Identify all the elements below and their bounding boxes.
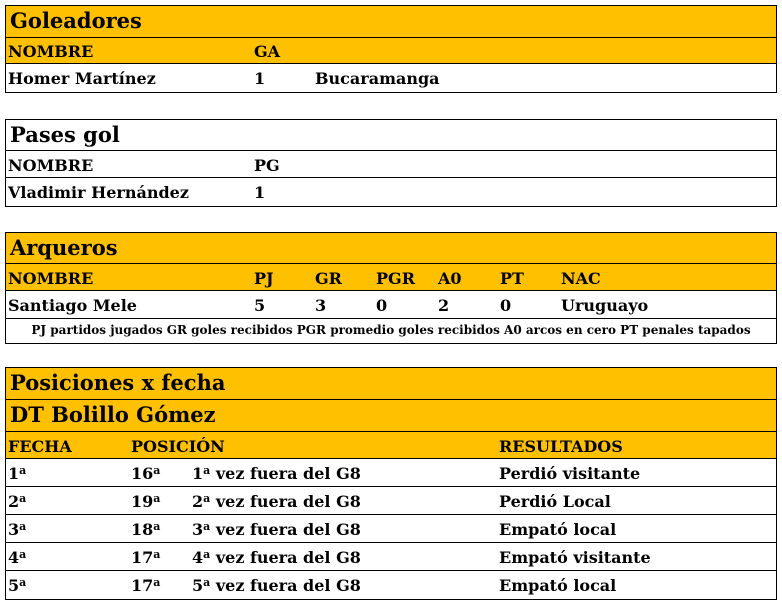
posiciones-rows <box>6 459 776 599</box>
header-posicion: POSICIÓN <box>131 437 225 456</box>
header-gr: GR <box>315 269 342 288</box>
posicion-cell: 17$^a$ <box>131 548 161 567</box>
table-row <box>6 487 776 515</box>
arquero-nac: Uruguayo <box>561 296 649 315</box>
fecha-cell: 5$^a$ <box>8 576 27 595</box>
posiciones-dt: DT Bolillo Gómez <box>10 402 216 427</box>
fecha-cell: 1$^a$ <box>8 464 27 483</box>
goleadores-title: Goleadores <box>10 8 142 33</box>
posiciones-header-row <box>6 432 776 459</box>
table-row <box>6 291 776 319</box>
posiciones-title-row <box>6 368 776 400</box>
resultado-cell: Empató local <box>499 576 617 595</box>
arqueros-legend-note: PJ partidos jugados GR goles recibidos PGR promedio goles recibidos A0 arcos en cero PT penales tapados <box>31 323 751 337</box>
posicion-cell: 18$^a$ <box>131 520 161 539</box>
arqueros-title-row <box>6 233 776 264</box>
goleadores-title-row <box>6 6 776 38</box>
arquero-pt: 0 <box>500 296 512 315</box>
vez-fuera-cell: 3$^a$ vez fuera del G8 <box>192 520 361 539</box>
posicion-cell: 19$^a$ <box>131 492 161 511</box>
table-row <box>6 459 776 487</box>
posicion-cell: 16$^a$ <box>131 464 161 483</box>
fecha-cell: 3$^a$ <box>8 520 27 539</box>
posiciones-title: Posiciones x fecha <box>10 370 226 395</box>
vez-fuera-cell: 2$^a$ vez fuera del G8 <box>192 492 361 511</box>
pases-header-row <box>6 151 776 178</box>
arqueros-note-row <box>6 319 776 343</box>
pases-title: Pases gol <box>10 122 120 147</box>
arquero-ao: 2 <box>438 296 450 315</box>
arqueros-header-row <box>6 264 776 291</box>
pase-nombre: Vladimir Hernández <box>8 183 189 202</box>
vez-fuera-cell: 5$^a$ vez fuera del G8 <box>192 576 361 595</box>
fecha-cell: 2$^a$ <box>8 492 27 511</box>
goleador-club: Bucaramanga <box>315 69 440 88</box>
table-row <box>6 178 776 206</box>
header-pt: PT <box>500 269 524 288</box>
header-ga: GA <box>254 42 281 61</box>
arquero-pgr: 0 <box>376 296 388 315</box>
goleadores-table <box>5 5 777 93</box>
pases-gol-table <box>5 119 777 207</box>
header-pgr: PGR <box>376 269 415 288</box>
posiciones-table <box>5 367 777 600</box>
table-row <box>6 64 776 92</box>
resultado-cell: Empató local <box>499 520 617 539</box>
table-row <box>6 571 776 599</box>
header-nombre: NOMBRE <box>8 42 94 61</box>
arquero-pj: 5 <box>254 296 266 315</box>
table-row <box>6 515 776 543</box>
header-nombre: NOMBRE <box>8 269 94 288</box>
header-pg: PG <box>254 156 280 175</box>
header-ao: A0 <box>438 269 462 288</box>
goleador-nombre: Homer Martínez <box>8 69 156 88</box>
arqueros-title: Arqueros <box>10 235 118 260</box>
header-nombre: NOMBRE <box>8 156 94 175</box>
posiciones-dt-row <box>6 400 776 432</box>
header-resultados: RESULTADOS <box>499 437 623 456</box>
resultado-cell: Empató visitante <box>499 548 651 567</box>
vez-fuera-cell: 1$^a$ vez fuera del G8 <box>192 464 361 483</box>
posicion-cell: 17$^a$ <box>131 576 161 595</box>
vez-fuera-cell: 4$^a$ vez fuera del G8 <box>192 548 361 567</box>
goleador-ga: 1 <box>254 69 266 88</box>
arqueros-table <box>5 232 777 344</box>
goleadores-header-row <box>6 38 776 64</box>
pase-pg: 1 <box>254 183 266 202</box>
header-pj: PJ <box>254 269 274 288</box>
arquero-gr: 3 <box>315 296 327 315</box>
arquero-nombre: Santiago Mele <box>8 296 137 315</box>
resultado-cell: Perdió Local <box>499 492 611 511</box>
pases-title-row <box>6 120 776 151</box>
header-nac: NAC <box>561 269 601 288</box>
header-fecha: FECHA <box>8 437 72 456</box>
resultado-cell: Perdió visitante <box>499 464 641 483</box>
fecha-cell: 4$^a$ <box>8 548 27 567</box>
table-row <box>6 543 776 571</box>
